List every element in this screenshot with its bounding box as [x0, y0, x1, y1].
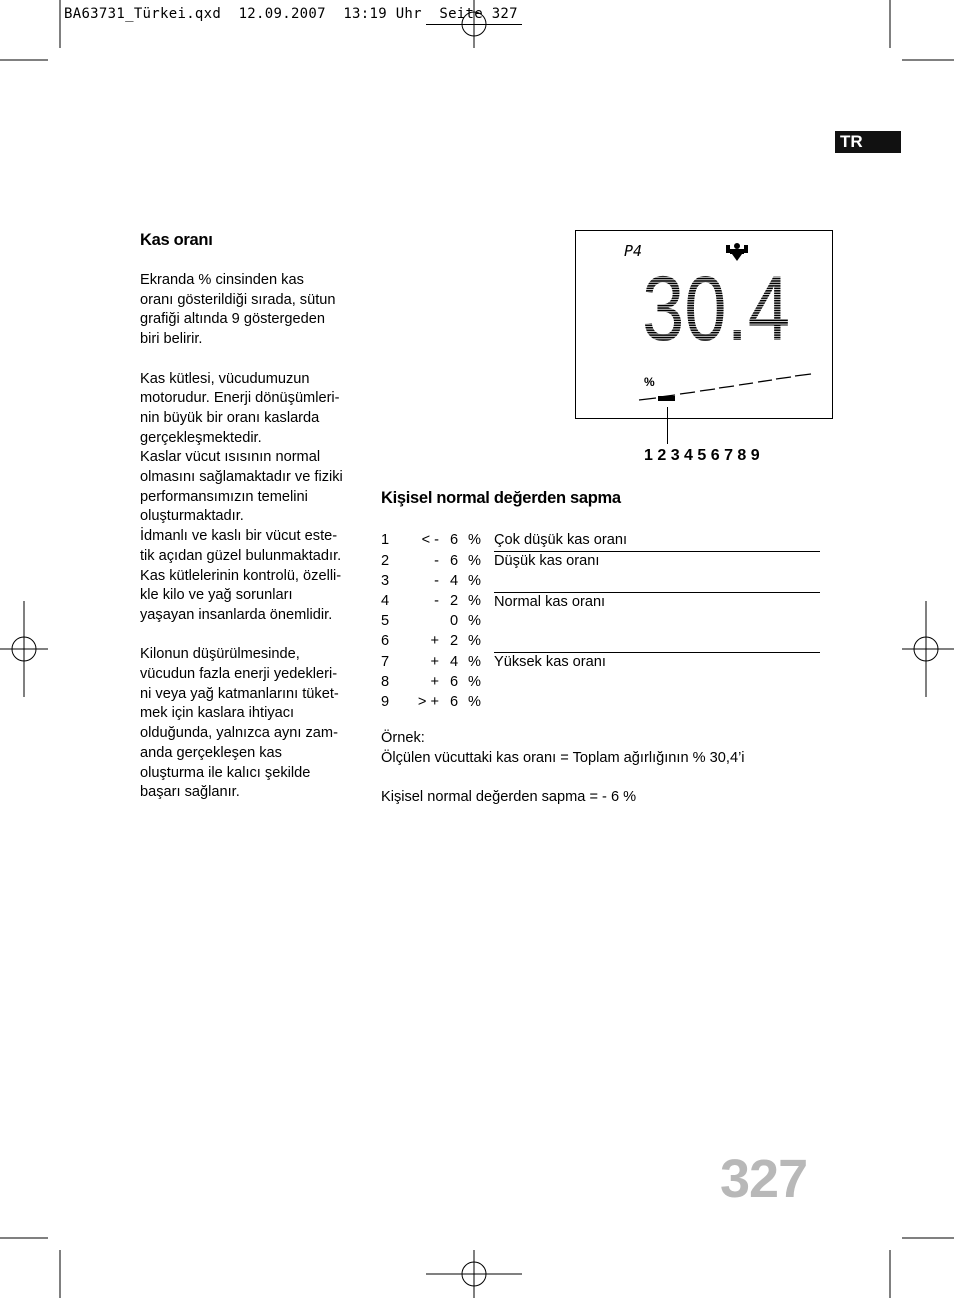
row-number: 3	[381, 572, 390, 589]
row-label: Normal kas oranı	[494, 592, 820, 612]
text-line: performansımızın temelini	[140, 488, 308, 505]
row-label	[494, 632, 820, 652]
row-sign: +	[430, 633, 439, 650]
row-number: 4	[381, 593, 390, 610]
text-line: tik açıdan güzel bulunmaktadır.	[140, 547, 342, 564]
row-number: 9	[381, 693, 390, 710]
row-percent: %	[468, 572, 481, 589]
text-line: oluşturma ile kalıcı şekilde	[140, 764, 311, 781]
row-percent: %	[468, 673, 481, 690]
text-line: Kilonun düşürülmesinde,	[140, 646, 300, 663]
row-label: Düşük kas oranı	[494, 551, 820, 571]
row-value: 2	[449, 633, 459, 650]
row-label	[494, 693, 820, 713]
row-number: 7	[381, 653, 390, 670]
row-value: 2	[449, 593, 459, 610]
text-line: ni veya yağ katmanlarını tüket-	[140, 685, 339, 702]
row-percent: %	[468, 693, 481, 710]
row-value: 0	[449, 613, 459, 630]
text-line: grafiği altında 9 göstergeden	[140, 311, 325, 328]
row-sign: < -	[421, 532, 439, 549]
example-block	[381, 729, 841, 808]
row-sign: -	[434, 593, 439, 610]
row-label	[494, 612, 820, 632]
row-sign: +	[430, 653, 439, 670]
row-sign	[411, 612, 444, 632]
table-row	[381, 673, 820, 693]
row-sign: > +	[417, 693, 439, 710]
row-label: Yüksek kas oranı	[494, 653, 820, 673]
paragraph	[140, 271, 360, 350]
row-value: 6	[449, 673, 459, 690]
text-line: başarı sağlanır.	[140, 784, 240, 801]
segment-numbers: 1 2 3 4 5 6 7 8 9	[644, 447, 760, 464]
text-line: Kaslar vücut ısısının normal	[140, 449, 321, 466]
display-value: 30.4	[642, 256, 790, 360]
row-percent: %	[468, 633, 481, 650]
row-percent: %	[468, 552, 481, 569]
text-line: yaşayan insanlarda önemlidir.	[140, 606, 333, 623]
row-percent: %	[468, 613, 481, 630]
example-result: Kişisel normal değerden sapma = - 6 %	[381, 789, 637, 806]
section-title-muscle: Kas oranı	[140, 231, 213, 249]
display-graphic	[576, 231, 832, 418]
example-label: Örnek:	[381, 730, 425, 746]
example-line: Ölçülen vücuttaki kas oranı = Toplam ağırlığının % 30,4’i	[381, 749, 745, 766]
display-unit: %	[644, 375, 655, 389]
row-percent: %	[468, 532, 481, 549]
table-row	[381, 572, 820, 592]
row-label: Çok düşük kas oranı	[494, 532, 628, 548]
table-row	[381, 531, 820, 551]
row-value: 6	[449, 693, 459, 710]
deviation-table	[381, 531, 820, 713]
text-line: oluşturmaktadır.	[140, 508, 244, 525]
text-line: kle kilo ve yağ sorunları	[140, 587, 293, 604]
row-number: 5	[381, 613, 390, 630]
text-line: İdmanlı ve kaslı bir vücut este-	[140, 528, 338, 545]
row-value: 6	[449, 552, 459, 569]
text-line: Ekranda % cinsinden kas	[140, 272, 304, 288]
section-title-deviation: Kişisel normal değerden sapma	[381, 489, 621, 507]
row-percent: %	[468, 593, 481, 610]
row-sign: +	[430, 673, 439, 690]
paragraph	[140, 645, 360, 803]
text-line: Kas kütlelerinin kontrolü, özelli-	[140, 567, 342, 584]
page-number: 327	[720, 1149, 808, 1209]
row-label	[494, 673, 820, 693]
table-row	[381, 551, 820, 571]
row-value: 4	[449, 572, 459, 589]
profile-label: P4	[624, 242, 643, 260]
table-row	[381, 653, 820, 673]
paragraph	[140, 370, 360, 626]
row-number: 8	[381, 673, 390, 690]
table-row	[381, 632, 820, 652]
text-line: nin büyük bir oranı kaslarda	[140, 409, 320, 426]
row-value: 4	[449, 653, 459, 670]
row-value: 6	[449, 532, 459, 549]
text-line: oranı gösterildiği sırada, sütun	[140, 291, 336, 308]
text-line: biri belirir.	[140, 331, 203, 348]
row-number: 1	[381, 532, 390, 549]
row-number: 6	[381, 633, 390, 650]
text-line: motorudur. Enerji dönüşümleri-	[140, 390, 340, 407]
text-line: mek için kaslara ihtiyacı	[140, 705, 295, 722]
table-row	[381, 592, 820, 612]
text-line: anda gerçekleşen kas	[140, 744, 282, 761]
table-row	[381, 693, 820, 713]
row-sign: -	[434, 552, 439, 569]
text-line: Kas kütlesi, vücudumuzun	[140, 370, 310, 387]
active-segment-marker	[658, 396, 675, 401]
print-header: BA63731_Türkei.qxd 12.09.2007 13:19 Uhr Seite 327	[64, 6, 518, 22]
left-column-text	[140, 271, 360, 803]
scale-display	[575, 230, 833, 419]
segment-pointer-line	[667, 407, 668, 444]
text-line: gerçekleşmektedir.	[140, 429, 262, 446]
table-row	[381, 612, 820, 632]
text-line: vücudun fazla enerji yedekleri-	[140, 666, 338, 683]
row-percent: %	[468, 653, 481, 670]
row-number: 2	[381, 552, 390, 569]
text-line: olmasını sağlamaktadır ve fiziki	[140, 469, 343, 486]
language-badge: TR	[835, 131, 901, 153]
text-line: olduğunda, yalnızca aynı zam-	[140, 725, 338, 742]
row-sign: -	[434, 572, 439, 589]
row-label	[494, 572, 820, 592]
